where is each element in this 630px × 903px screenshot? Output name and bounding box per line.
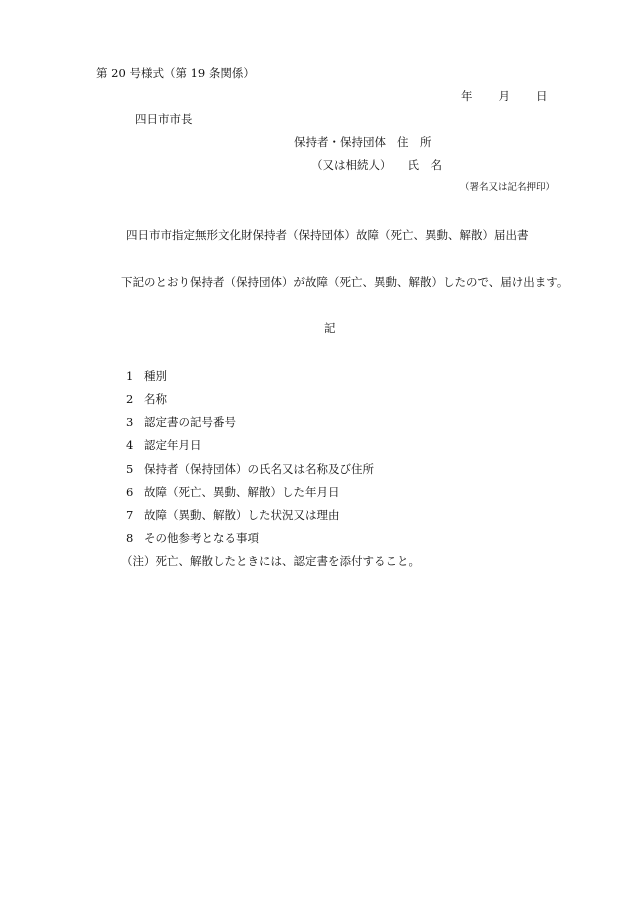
- seal-note: （署名又は記名押印）: [460, 182, 556, 193]
- date-month-label: 月: [498, 89, 510, 103]
- list-item: [126, 533, 259, 545]
- item-number: 4: [126, 438, 134, 452]
- item-text: 名称: [144, 392, 167, 406]
- list-item: [126, 394, 167, 406]
- name-label: 氏 名: [407, 158, 442, 172]
- item-text: 故障（死亡、異動、解散）した年月日: [144, 485, 340, 499]
- applicant-address-row: [294, 137, 432, 149]
- item-text: 種別: [144, 369, 167, 383]
- item-number: 7: [126, 508, 134, 522]
- item-text: 認定書の記号番号: [144, 415, 236, 429]
- list-item: [126, 487, 340, 499]
- list-item: [126, 371, 167, 383]
- address-label: 住 所: [397, 135, 432, 149]
- item-number: 1: [126, 369, 134, 383]
- item-text: 保持者（保持団体）の氏名又は名称及び住所: [144, 462, 374, 476]
- intro-text: 下記のとおり保持者（保持団体）が故障（死亡、異動、解散）したので、届け出ます。: [121, 275, 569, 289]
- list-item: [126, 464, 374, 476]
- date-day-label: 日: [536, 89, 548, 103]
- attachment-note: （注）死亡、解散したときには、認定書を添付すること。: [121, 554, 420, 568]
- list-item: [126, 510, 340, 522]
- date-year-label: 年: [461, 89, 473, 103]
- item-text: 認定年月日: [144, 438, 202, 452]
- item-number: 2: [126, 392, 134, 406]
- item-number: 6: [126, 485, 134, 499]
- heir-label: （又は相続人）: [311, 158, 392, 172]
- item-number: 5: [126, 462, 134, 476]
- ki-heading: 記: [324, 321, 336, 335]
- item-text: 故障（異動、解散）した状況又は理由: [144, 508, 340, 522]
- item-number: 8: [126, 531, 134, 545]
- form-number: 第 20 号様式（第 19 条関係）: [96, 66, 255, 80]
- item-number: 3: [126, 415, 134, 429]
- date-line: [461, 91, 548, 103]
- addressee: 四日市市長: [135, 112, 193, 126]
- applicant-name-row: [311, 160, 442, 172]
- list-item: [126, 417, 236, 429]
- applicant-holder-label: 保持者・保持団体: [294, 135, 386, 149]
- document-title: 四日市市指定無形文化財保持者（保持団体）故障（死亡、異動、解散）届出書: [126, 228, 529, 242]
- list-item: [126, 440, 202, 452]
- item-text: その他参考となる事項: [144, 531, 259, 545]
